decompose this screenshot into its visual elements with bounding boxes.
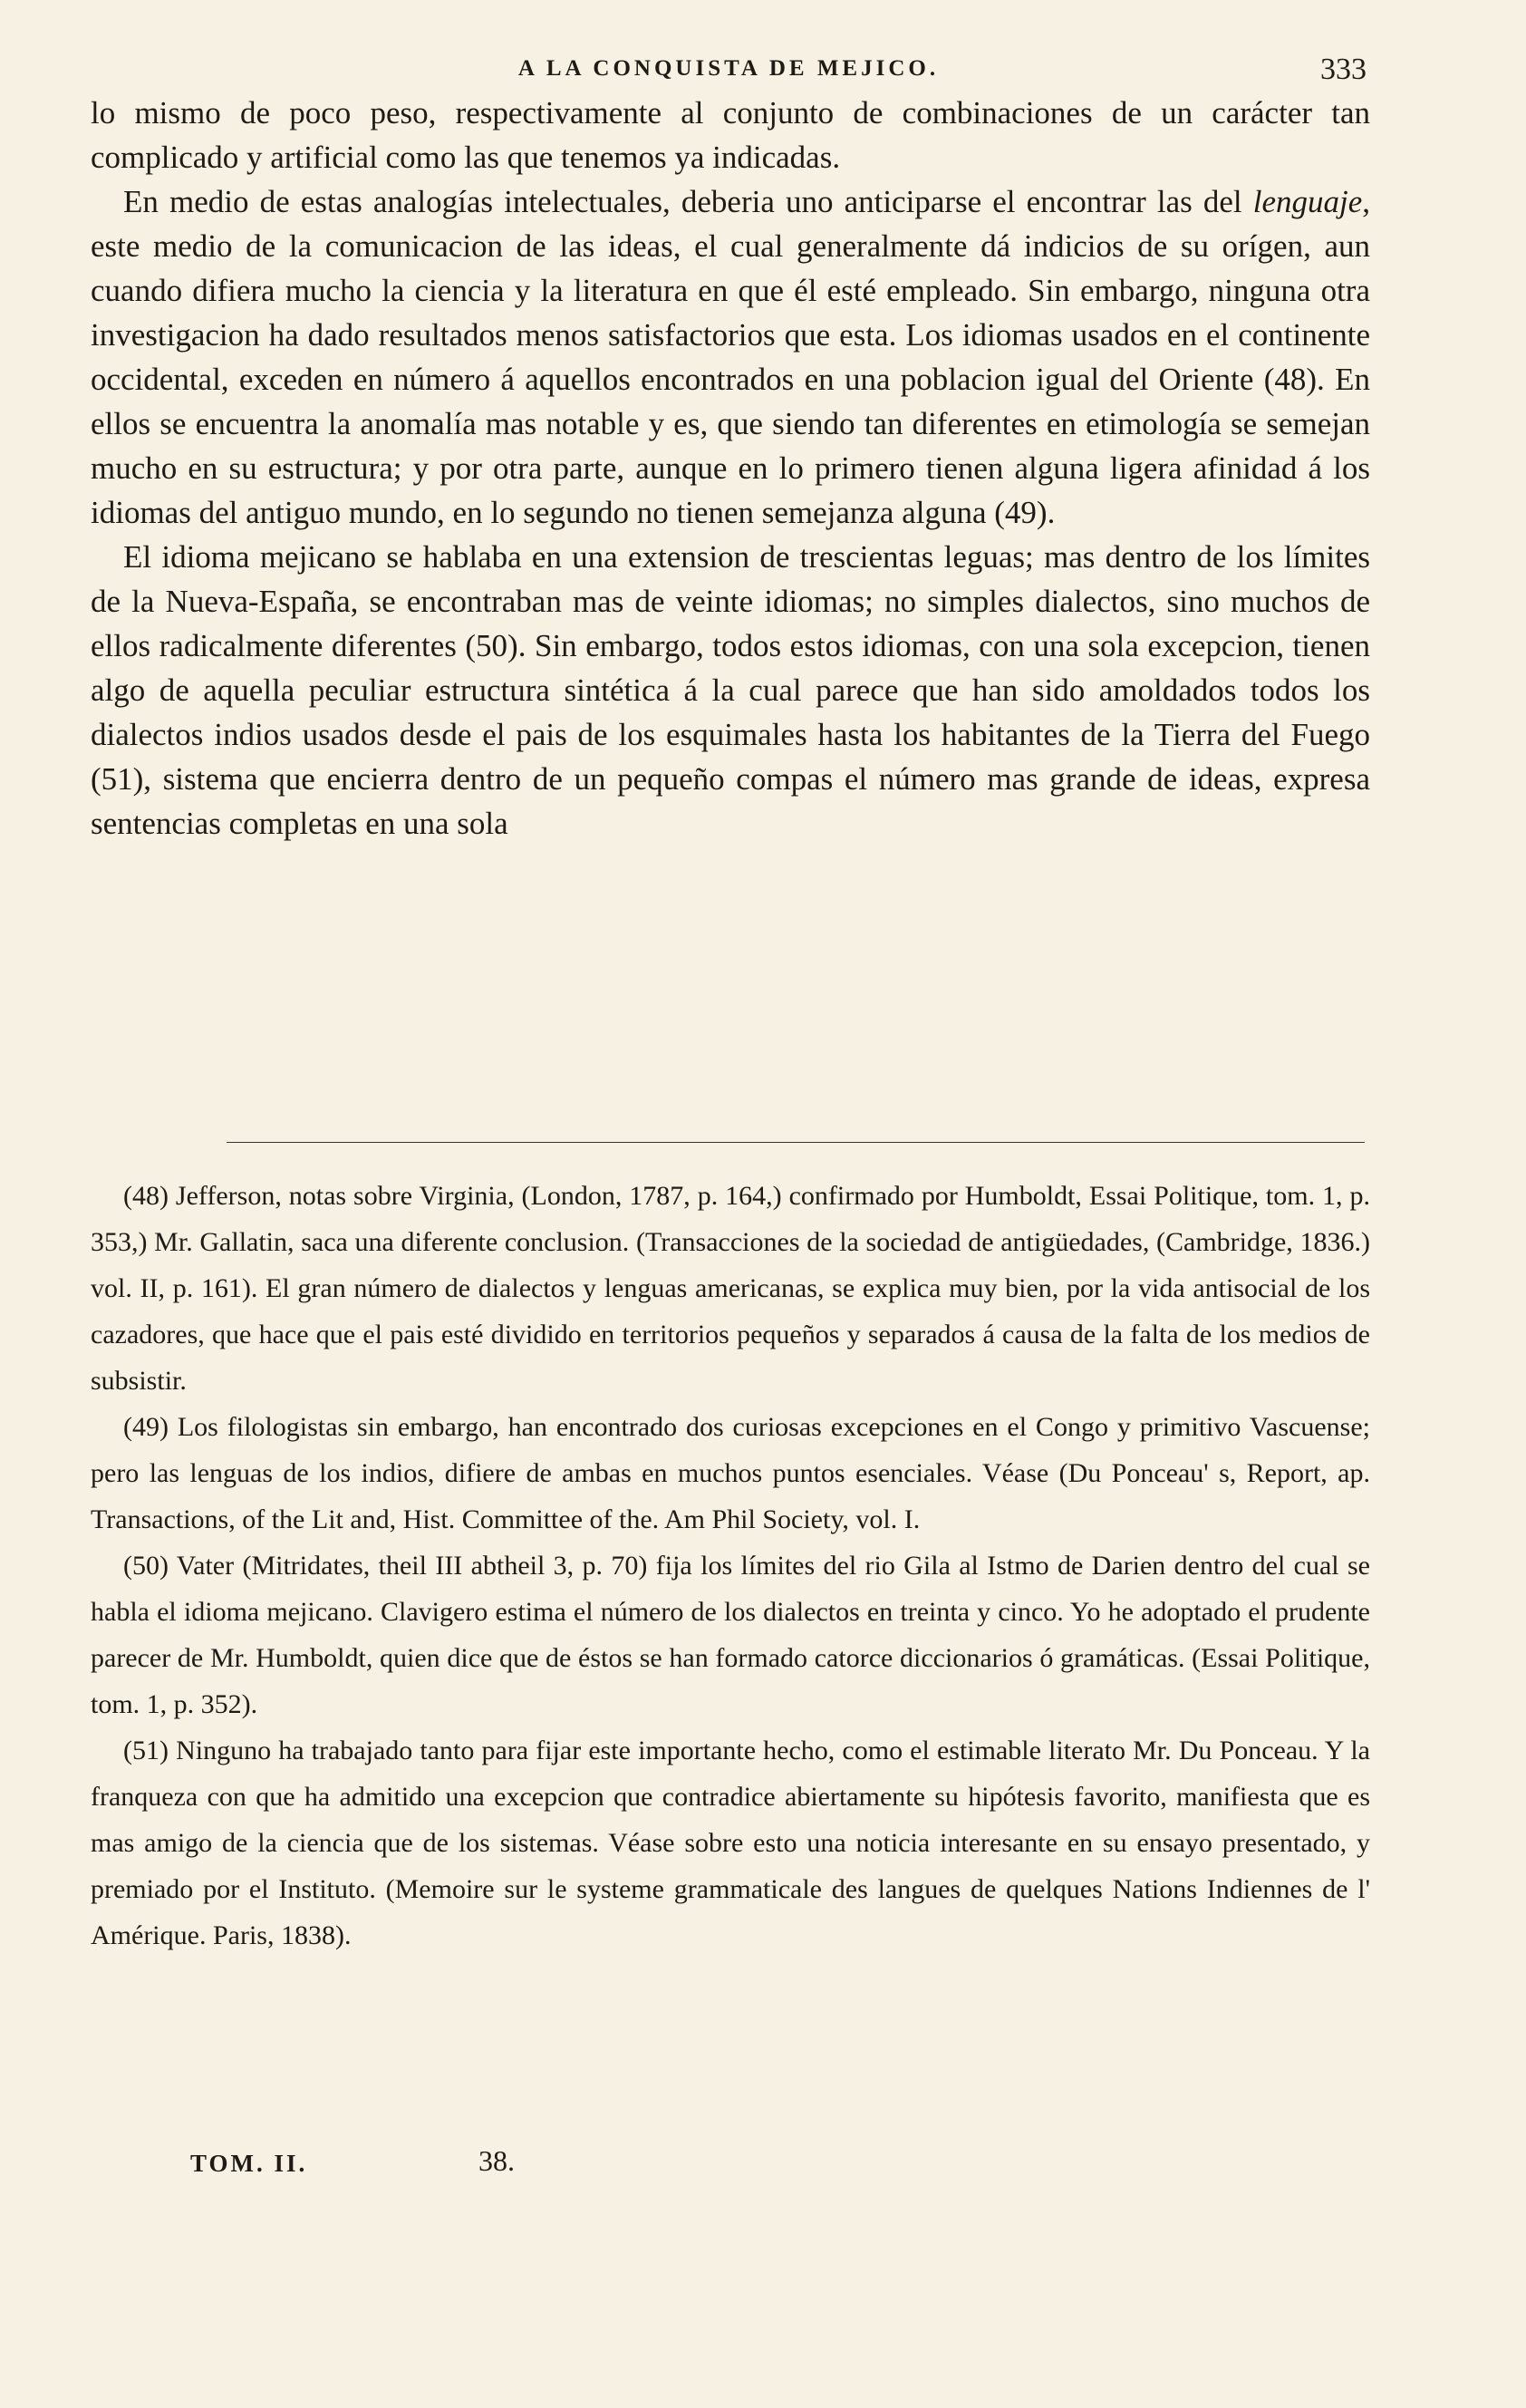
paragraph-3: El idioma mejicano se hablaba en una extension de trescientas leguas; mas dentro de los límites de la Nueva-España, se encontraban mas de veinte idiomas; no simples dialectos, sino muchos de ellos radicalmente diferentes (50). Sin embargo, todos estos idiomas, con una sola excepcion, tienen algo de aquella peculiar estructura sintética á la cual parece que han sido amoldados todos los dialectos indios usados desde el pais de los esquimales hasta los habitantes de la Tierra del Fuego (51), sistema que encierra dentro de un pequeño compas el número mas grande de ideas, expresa sentencias completas en una sola <box>91 539 1370 841</box>
footnote-49: (49) Los filologistas sin embargo, han encontrado dos curiosas excepciones en el Congo y primitivo Vascuense; pero las lenguas de los indios, difiere de ambas en muchos puntos esenciales. Véase (Du Ponceau' s, Report, ap. Transactions, of the Lit and, Hist. Committee of the. Am Phil Society, vol. I. <box>91 1412 1370 1534</box>
sheet-number: 38. <box>478 2144 515 2177</box>
main-text <box>91 91 1370 846</box>
page-number: 333 <box>1320 53 1367 86</box>
paragraph-2-part-b: , este medio de la comunicacion de las ideas, el cual generalmente dá indicios de su orígen, aun cuando difiera mucho la ciencia y la literatura en que él esté empleado. Sin embargo, ninguna otra investigacion ha dado resultados menos satisfactorios que esta. Los idiomas usados en el continente occidental, exceden en número á aquellos encontrados en una poblacion igual del Oriente (48). En ellos se encuentra la anomalía mas notable y es, que siendo tan diferentes en etimología se semejan mucho en su estructura; y por otra parte, aunque en lo primero tienen alguna ligera afinidad á los idiomas del antiguo mundo, en lo segundo no tienen semejanza alguna (49). <box>91 184 1370 530</box>
volume-signature: TOM. II. <box>190 2150 308 2177</box>
italic-term-lenguaje: lenguaje <box>1252 184 1363 219</box>
footnote-48: (48) Jefferson, notas sobre Virginia, (London, 1787, p. 164,) confirmado por Humboldt, Essai Politique, tom. 1, p. 353,) Mr. Gallatin, saca una diferente conclusion. (Transacciones de la sociedad de antigüedades, (Cambridge, 1836.) vol. II, p. 161). El gran número de dialectos y lenguas americanas, se explica muy bien, por la vida antisocial de los cazadores, que hace que el pais esté dividido en territorios pequeños y separados á causa de la falta de los medios de subsistir. <box>91 1181 1370 1396</box>
running-title: A LA CONQUISTA DE MEJICO. <box>517 56 940 81</box>
footnotes <box>91 1173 1370 1958</box>
footnote-50: (50) Vater (Mitridates, theil III abtheil 3, p. 70) fija los límites del rio Gila al Istmo de Darien dentro del cual se habla el idioma mejicano. Clavigero estima el número de los dialectos en treinta y cinco. Yo he adoptado el prudente parecer de Mr. Humboldt, quien dice que de éstos se han formado catorce diccionarios ó gramáticas. (Essai Politique, tom. 1, p. 352). <box>91 1551 1370 1719</box>
paragraph-2-part-a: En medio de estas analogías intelectuales, deberia uno anticiparse el encontrar las del <box>123 184 1253 219</box>
footnote-51: (51) Ninguno ha trabajado tanto para fijar este importante hecho, como el estimable literato Mr. Du Ponceau. Y la franqueza con que ha admitido una excepcion que contradice abiertamente su hipótesis favorito, manifiesta que es mas amigo de la ciencia que de los sistemas. Véase sobre esto una noticia interesante en su ensayo presentado, y premiado por el Instituto. (Memoire sur le systeme grammaticale des langues de quelques Nations Indiennes de l' Amérique. Paris, 1838). <box>91 1736 1370 1950</box>
paragraph-1: lo mismo de poco peso, respectivamente al conjunto de combinaciones de un carácter tan complicado y artificial como las que tenemos ya indicadas. <box>91 95 1370 175</box>
running-head <box>91 53 1367 89</box>
footnote-separator-rule <box>227 1142 1365 1143</box>
paragraph-2 <box>91 179 1370 535</box>
